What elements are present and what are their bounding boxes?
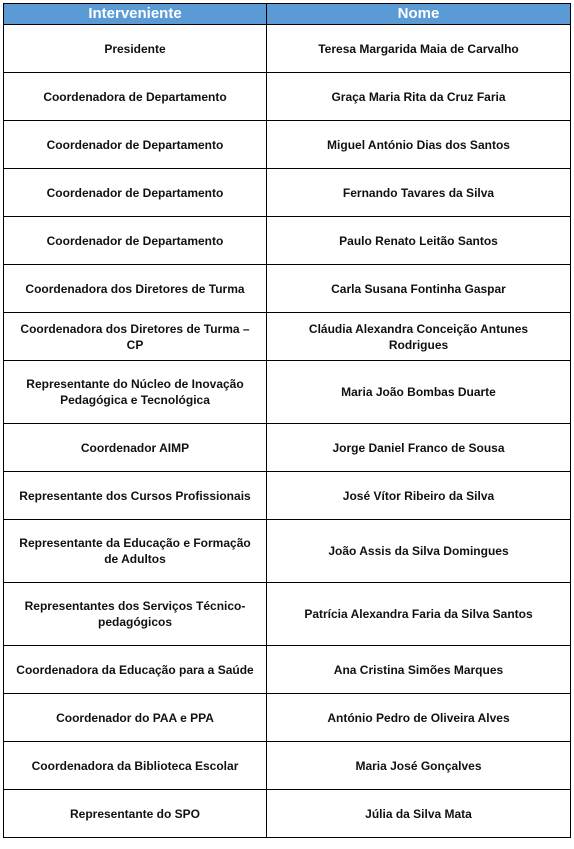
table-row [4,583,571,646]
table-row [4,313,571,361]
members-table-container [3,3,570,838]
name-cell: Patrícia Alexandra Faria da Silva Santos [267,583,571,646]
table-row [4,694,571,742]
table-row [4,790,571,838]
name-cell: Graça Maria Rita da Cruz Faria [267,73,571,121]
role-cell: Representante do Núcleo de Inovação Pedagógica e Tecnológica [4,361,267,424]
table-row [4,472,571,520]
role-cell: Coordenadora dos Diretores de Turma [4,265,267,313]
header-interveniente: Interveniente [4,4,267,25]
role-cell: Presidente [4,25,267,73]
name-cell: Paulo Renato Leitão Santos [267,217,571,265]
table-row [4,25,571,73]
table-row [4,742,571,790]
role-cell: Coordenadora da Biblioteca Escolar [4,742,267,790]
role-cell: Coordenador AIMP [4,424,267,472]
table-row [4,424,571,472]
role-cell: Representantes dos Serviços Técnico-pedagógicos [4,583,267,646]
name-cell: Maria José Gonçalves [267,742,571,790]
name-cell: Miguel António Dias dos Santos [267,121,571,169]
name-cell: João Assis da Silva Domingues [267,520,571,583]
role-cell: Coordenador de Departamento [4,121,267,169]
name-cell: Júlia da Silva Mata [267,790,571,838]
name-cell: Ana Cristina Simões Marques [267,646,571,694]
table-row [4,361,571,424]
name-cell: Jorge Daniel Franco de Sousa [267,424,571,472]
name-cell: José Vítor Ribeiro da Silva [267,472,571,520]
role-cell: Representante dos Cursos Profissionais [4,472,267,520]
table-row [4,265,571,313]
table-row [4,73,571,121]
name-cell: Maria João Bombas Duarte [267,361,571,424]
table-header-row [4,4,571,25]
role-cell: Coordenadora dos Diretores de Turma – CP [4,313,267,361]
name-cell: Fernando Tavares da Silva [267,169,571,217]
table-row [4,121,571,169]
header-nome: Nome [267,4,571,25]
table-row [4,169,571,217]
role-cell: Coordenador do PAA e PPA [4,694,267,742]
table-row [4,217,571,265]
role-cell: Coordenador de Departamento [4,217,267,265]
table-row [4,646,571,694]
table-row [4,520,571,583]
role-cell: Coordenador de Departamento [4,169,267,217]
name-cell: António Pedro de Oliveira Alves [267,694,571,742]
name-cell: Carla Susana Fontinha Gaspar [267,265,571,313]
name-cell: Cláudia Alexandra Conceição Antunes Rodrigues [267,313,571,361]
role-cell: Representante da Educação e Formação de Adultos [4,520,267,583]
role-cell: Coordenadora da Educação para a Saúde [4,646,267,694]
role-cell: Coordenadora de Departamento [4,73,267,121]
name-cell: Teresa Margarida Maia de Carvalho [267,25,571,73]
members-table [3,3,571,838]
role-cell: Representante do SPO [4,790,267,838]
